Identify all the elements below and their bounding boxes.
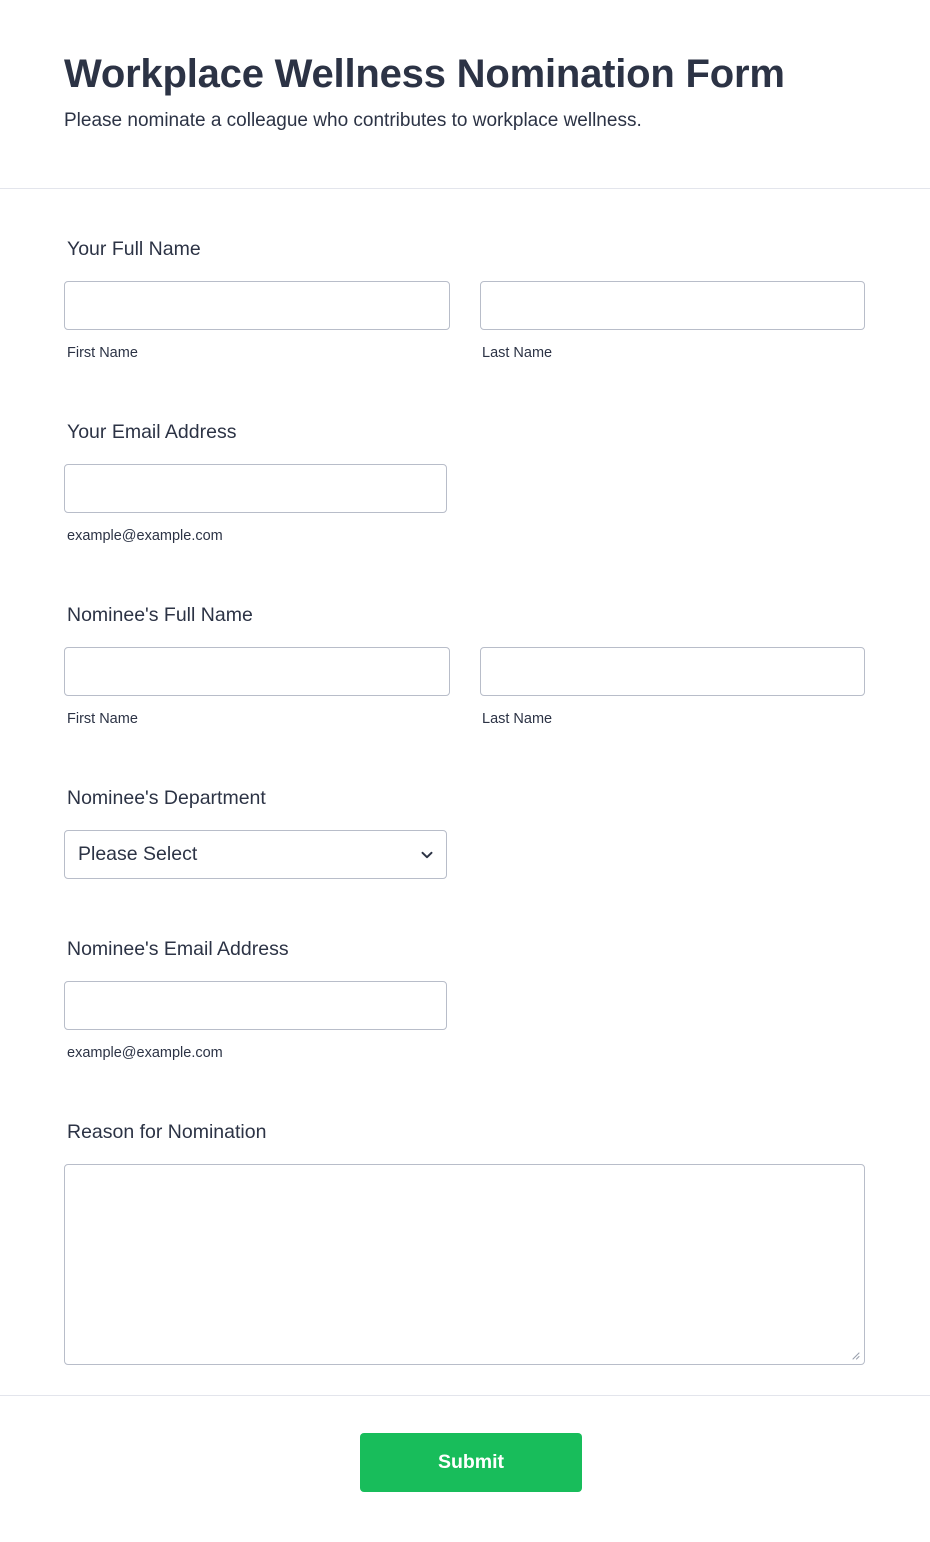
- nominee-first-name-input[interactable]: [64, 647, 450, 696]
- form-header: [0, 0, 930, 189]
- department-selected-value: Please Select: [78, 843, 198, 865]
- footer-divider: [0, 1395, 930, 1396]
- your-email-input[interactable]: [64, 464, 447, 513]
- nominee-full-name-label: Nominee's Full Name: [67, 604, 253, 626]
- submit-button[interactable]: Submit: [360, 1433, 582, 1492]
- nominee-department-select[interactable]: [64, 830, 447, 879]
- nominee-last-name-input[interactable]: [480, 647, 865, 696]
- form-subtitle: Please nominate a colleague who contributes to workplace wellness.: [64, 110, 642, 131]
- nominee-first-name-sublabel: First Name: [67, 711, 138, 727]
- your-last-name-sublabel: Last Name: [482, 345, 553, 361]
- nominee-email-sublabel: example@example.com: [67, 1045, 223, 1061]
- nominee-last-name-sublabel: Last Name: [482, 711, 553, 727]
- nominee-email-label: Nominee's Email Address: [67, 938, 289, 960]
- your-last-name-input[interactable]: [480, 281, 865, 330]
- reason-label: Reason for Nomination: [67, 1121, 267, 1143]
- your-email-label: Your Email Address: [67, 421, 237, 443]
- resize-handle-icon[interactable]: [850, 1350, 860, 1360]
- nominee-email-input[interactable]: [64, 981, 447, 1030]
- your-first-name-input[interactable]: [64, 281, 450, 330]
- your-email-sublabel: example@example.com: [67, 528, 223, 544]
- chevron-down-icon: [420, 848, 434, 862]
- nominee-department-label: Nominee's Department: [67, 787, 266, 809]
- your-first-name-sublabel: First Name: [67, 345, 138, 361]
- form-title: Workplace Wellness Nomination Form: [64, 52, 785, 96]
- reason-textarea[interactable]: [64, 1164, 865, 1365]
- your-full-name-label: Your Full Name: [67, 238, 201, 260]
